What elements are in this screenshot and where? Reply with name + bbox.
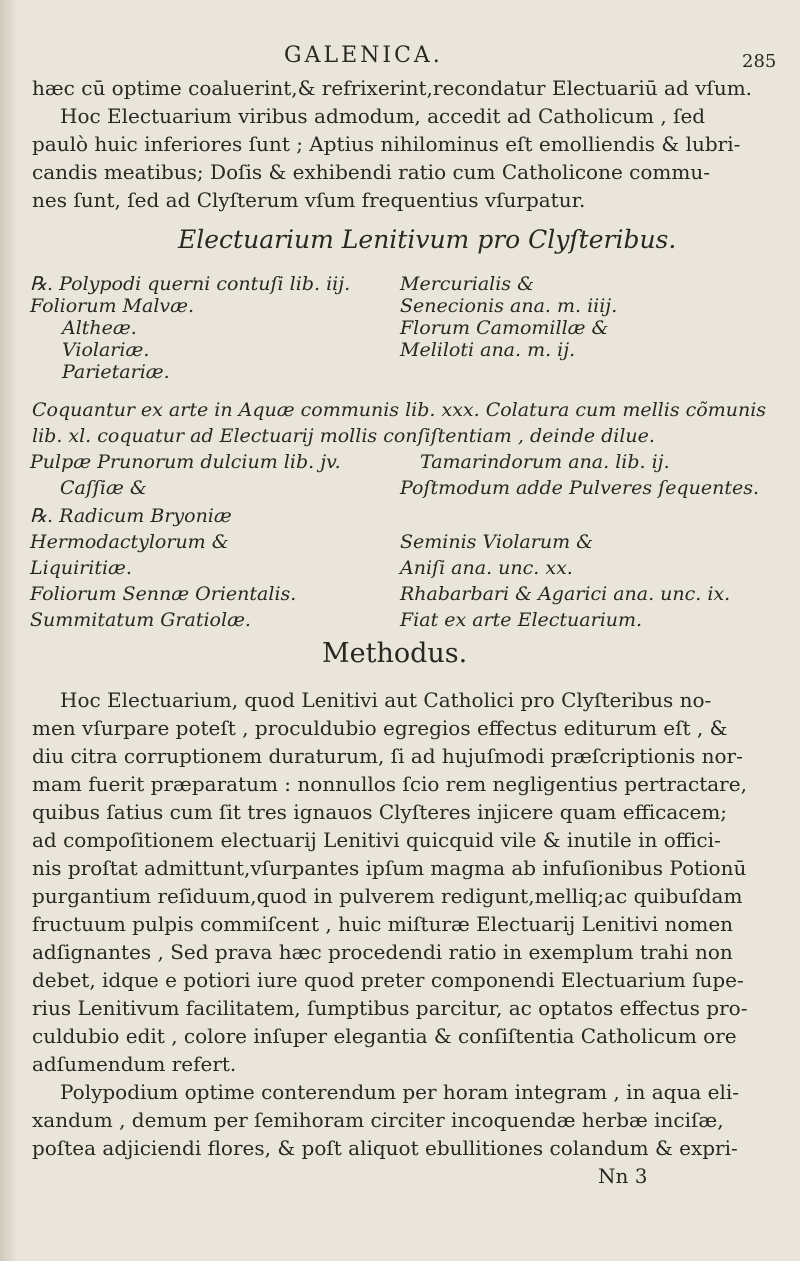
ingredient: Meliloti ana. m. ij. — [400, 339, 576, 361]
recipe-2-left-column — [30, 503, 296, 633]
instruction-line: lib. xl. coquatur ad Electuarij mollis conſiſtentiam , deinde dilue. — [32, 425, 655, 447]
intro-line: nes ſunt, ſed ad Clyſterum vſum frequentius vſurpatur. — [32, 188, 586, 212]
text-line: debet, idque e potiori iure quod preter componendi Electuarium ſupe- — [32, 968, 744, 992]
pulpa-line-left: Pulpæ Prunorum dulcium lib. jv. — [30, 451, 341, 473]
ingredient: Rhabarbari & Agarici ana. unc. ix. — [400, 583, 731, 605]
ingredient: ℞. Polypodi querni contuſi lib. iij. — [30, 273, 351, 295]
ingredient: ℞. Radicum Bryoniæ — [30, 505, 232, 527]
ingredient: Violariæ. — [62, 339, 150, 361]
signature-mark: Nn 3 — [598, 1164, 648, 1188]
ingredient: Aniſi ana. unc. xx. — [400, 557, 573, 579]
text-line: adſignantes , Sed prava hæc procedendi ratio in exemplum trahi non — [32, 940, 733, 964]
cassia-line-right: Poſtmodum adde Pulveres ſequentes. — [400, 477, 759, 499]
cassia-line-left: Caſſiæ & — [60, 477, 147, 499]
pulpa-line-right: Tamarindorum ana. lib. ij. — [420, 451, 670, 473]
intro-line: candis meatibus; Doſis & exhibendi ratio cum Catholicone commu- — [32, 160, 710, 184]
recipe-1-left-column — [30, 273, 350, 383]
text-line: ad compoſitionem electuarij Lenitivi quicquid vile & inutile in offici- — [32, 828, 721, 852]
text-line: nis proſtat admittunt,vſurpantes ipſum magma ab infuſionibus Potionū — [32, 856, 747, 880]
running-title: GALENICA. — [284, 43, 443, 68]
text-line: adſumendum refert. — [32, 1052, 237, 1076]
intro-line: hæc cū optime coaluerint,& refrixerint,recondatur Electuariū ad vſum. — [32, 76, 753, 100]
ingredient: Mercurialis & — [400, 273, 535, 295]
text-line: poſtea adjiciendi flores, & poſt aliquot ebullitiones colandum & expri- — [32, 1136, 738, 1160]
ingredient: Foliorum Malvæ. — [30, 295, 195, 317]
ingredient: Senecionis ana. m. iiij. — [400, 295, 618, 317]
ingredient: Hermodactylorum & — [30, 531, 229, 553]
text-line: men vſurpare poteſt , proculdubio egregios effectus editurum eſt , & — [32, 716, 728, 740]
text-line: Hoc Electuarium, quod Lenitivi aut Catholici pro Clyſteribus no- — [60, 688, 712, 712]
recipe-title: Electuarium Lenitivum pro Clyſteribus. — [178, 225, 677, 254]
ingredient: Seminis Violarum & — [400, 531, 594, 553]
text-line: xandum , demum per ſemihoram circiter incoquendæ herbæ inciſæ, — [32, 1108, 724, 1132]
page-number: 285 — [742, 51, 777, 72]
ingredient: Fiat ex arte Electuarium. — [400, 609, 643, 631]
ingredient: Liquiritiæ. — [30, 557, 132, 579]
intro-line: paulò huic inferiores ſunt ; Aptius nihilominus eſt emolliendis & lubri- — [32, 132, 741, 156]
ingredient: Foliorum Sennæ Orientalis. — [30, 583, 297, 605]
text-line: quibus ſatius cum ſit tres ignauos Clyſteres injicere quam efficacem; — [32, 800, 728, 824]
recipe-1-right-column — [400, 273, 617, 361]
text-line: fructuum pulpis commiſcent , huic miſturæ Electuarij Lenitivi nomen — [32, 912, 734, 936]
instruction-line: Coquantur ex arte in Aquæ communis lib. xxx. Colatura cum mellis cõmunis — [32, 399, 767, 421]
ingredient: Florum Camomillæ & — [400, 317, 609, 339]
text-line: purgantium reſiduum,quod in pulverem redigunt,melliq;ac quibuſdam — [32, 884, 743, 908]
ingredient: Parietariæ. — [62, 361, 170, 383]
text-line: diu citra corruptionem duraturum, ſi ad hujuſmodi præſcriptionis nor- — [32, 744, 743, 768]
page-edge-shadow — [0, 0, 18, 1261]
ingredient: Summitatum Gratiolæ. — [30, 609, 251, 631]
ingredient: Althеæ. — [62, 317, 137, 339]
recipe-2-right-column — [400, 529, 730, 633]
text-line: mam fuerit præparatum : nonnullos ſcio rem negligentius pertractare, — [32, 772, 747, 796]
text-line: rius Lenitivum facilitatem, ſumptibus parcitur, ac optatos effectus pro- — [32, 996, 748, 1020]
intro-line: Hoc Electuarium viribus admodum, accedit ad Catholicum , ſed — [60, 104, 706, 128]
text-line: culdubio edit , colore inſuper elegantia & conſiſtentia Catholicum ore — [32, 1024, 737, 1048]
text-line: Polypodium optime conterendum per horam integram , in aqua eli- — [60, 1080, 740, 1104]
methodus-heading: Methodus. — [322, 638, 468, 669]
